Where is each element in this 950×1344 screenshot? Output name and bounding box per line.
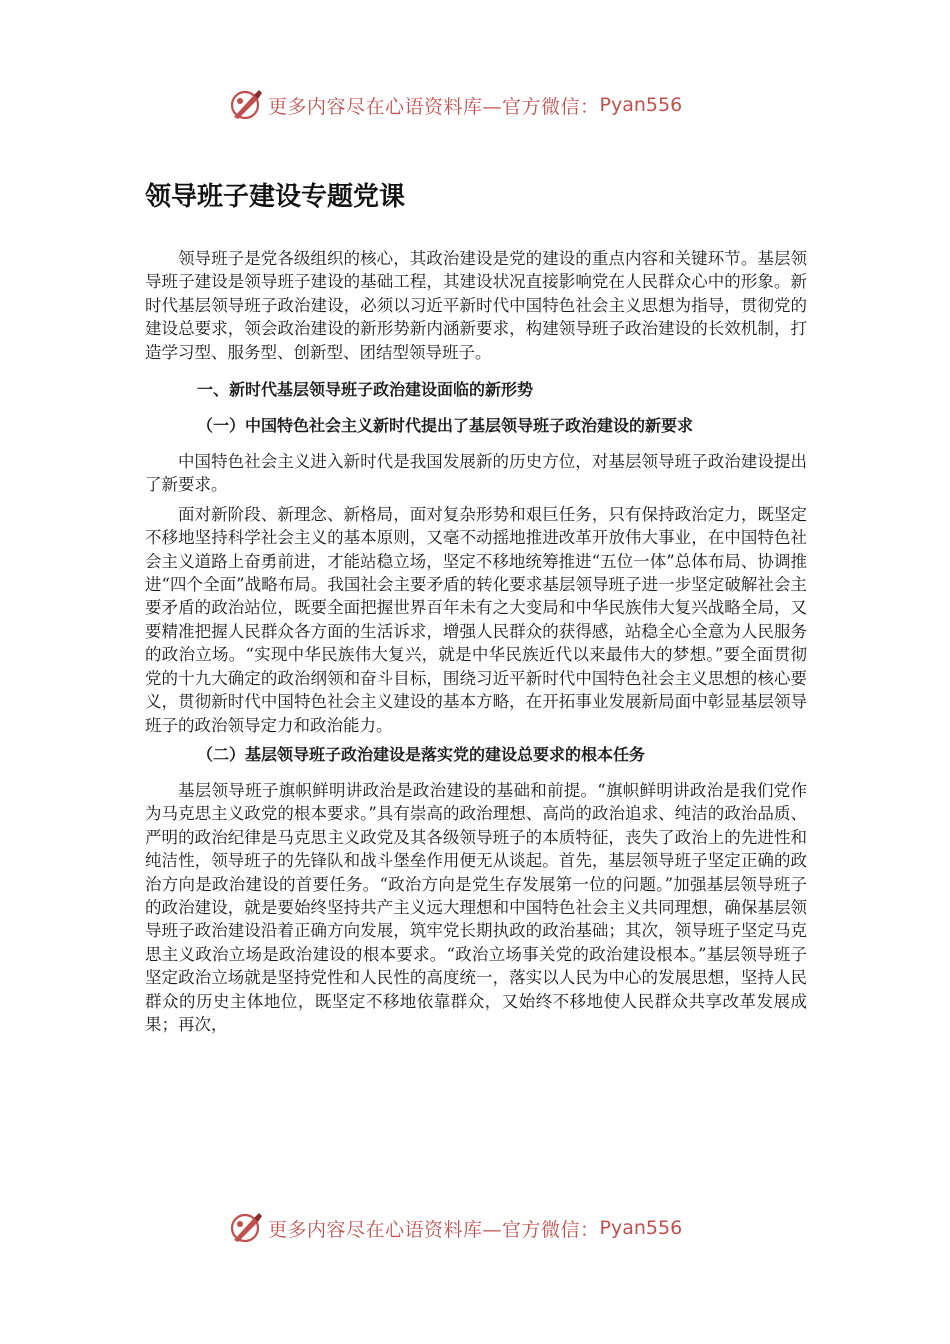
watermark-banner-bottom	[228, 1208, 728, 1248]
document-title: 领导班子建设专题党课	[145, 182, 406, 212]
section-1-heading: 一、新时代基层领导班子政治建设面临的新形势	[197, 380, 534, 400]
subsection-1-paragraph-2: 面对新阶段、新理念、新格局，面对复杂形势和艰巨任务，只有保持政治定力，既坚定不移地坚持科学社会主义的基本原则，又毫不动摇地推进改革开放伟大事业，在中国特色社会主义道路上奋勇前进，才能站稳立场，坚定不移地统筹推进“五位一体”总体布局、协调推进“四个全面”战略布局。我国社会主要矛盾的转化要求基层领导班子进一步坚定破解社会主要矛盾的政治站位，既要全面把握世界百年未有之大变局和中华民族伟大复兴战略全局，又要精准把握人民群众各方面的生活诉求，增强人民群众的获得感，站稳全心全意为人民服务的政治立场。“实现中华民族伟大复兴，就是中华民族近代以来最伟大的梦想。”要全面贯彻党的十九大确定的政治纲领和奋斗目标，围绕习近平新时代中国特色社会主义思想的核心要义，贯彻新时代中国特色社会主义建设的基本方略，在开拓事业发展新局面中彰显基层领导班子的政治领导定力和政治能力。	[145, 504, 807, 735]
subsection-2-heading: （二）基层领导班子政治建设是落实党的建设总要求的根本任务	[197, 744, 646, 764]
subsection-1-heading: （一）中国特色社会主义新时代提出了基层领导班子政治建设的新要求	[197, 416, 694, 436]
watermark-text: 更多内容尽在心语资料库—官方微信：	[268, 1218, 600, 1241]
watermark-id: Pyan556	[599, 94, 683, 116]
subsection-2-paragraph-1: 基层领导班子旗帜鲜明讲政治是政治建设的基础和前提。“旗帜鲜明讲政治是我们党作为马克思主义政党的根本要求。”具有崇高的政治理想、高尚的政治追求、纯洁的政治品质、严明的政治纪律是马克思主义政党及其各级领导班子的本质特征，丧失了政治上的先进性和纯洁性，领导班子的先锋队和战斗堡垒作用便无从谈起。首先，基层领导班子坚定正确的政治方向是政治建设的首要任务。“政治方向是党生存发展第一位的问题。”加强基层领导班子的政治建设，就是要始终坚持共产主义远大理想和中国特色社会主义共同理想，确保基层领导班子政治建设沿着正确方向发展，筑牢党长期执政的政治基础；其次，领导班子坚定马克思主义政治立场是政治建设的根本要求。“政治立场事关党的政治建设根本。”基层领导班子坚定政治立场就是坚持党性和人民性的高度统一，落实以人民为中心的发展思想，坚持人民群众的历史主体地位，既坚定不移地依靠群众，又始终不移地使人民群众共享改革发展成果；再次，	[145, 780, 807, 1034]
pen-logo-icon	[228, 87, 264, 123]
pen-logo-icon	[228, 1210, 264, 1246]
watermark-banner-top	[228, 85, 728, 125]
document-body	[145, 176, 807, 1042]
watermark-text: 更多内容尽在心语资料库—官方微信：	[268, 95, 600, 118]
intro-paragraph: 领导班子是党各级组织的核心，其政治建设是党的建设的重点内容和关键环节。基层领导班子建设是领导班子建设的基础工程，其建设状况直接影响党在人民群众心中的形象。新时代基层领导班子政治建设，必须以习近平新时代中国特色社会主义思想为指导，贯彻党的建设总要求，领会政治建设的新形势新内涵新要求，构建领导班子政治建设的长效机制，打造学习型、服务型、创新型、团结型领导班子。	[145, 249, 807, 362]
subsection-1-paragraph-1: 中国特色社会主义进入新时代是我国发展新的历史方位，对基层领导班子政治建设提出了新要求。	[145, 452, 807, 495]
watermark-id: Pyan556	[599, 1217, 683, 1239]
